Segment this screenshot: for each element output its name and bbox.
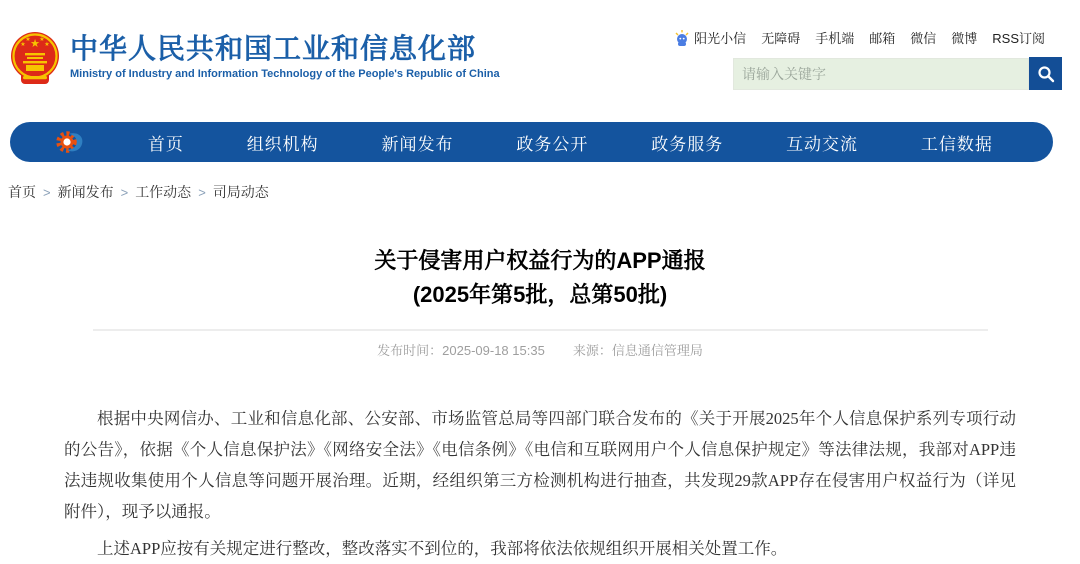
- svg-text:★: ★: [30, 38, 40, 50]
- breadcrumb-separator: >: [43, 184, 51, 200]
- link-weibo[interactable]: [951, 28, 977, 47]
- source-value: 信息通信管理局: [611, 343, 703, 358]
- nav-item-news[interactable]: 新闻发布: [381, 134, 454, 154]
- link-label: RSS订阅: [992, 31, 1045, 46]
- publish-time-label: 发布时间：: [377, 343, 443, 358]
- breadcrumb-separator: >: [120, 184, 129, 200]
- link-wechat[interactable]: [910, 28, 936, 47]
- article-body: [64, 403, 1016, 564]
- search-input[interactable]: [733, 58, 1029, 90]
- breadcrumb-news[interactable]: 新闻发布: [57, 184, 114, 200]
- nav-item-gov-disclosure[interactable]: 政务公开: [516, 134, 589, 154]
- site-title: 中华人民共和国工业和信息化部: [70, 33, 477, 64]
- svg-text:★: ★: [39, 37, 45, 43]
- nav-item-gov-services[interactable]: 政务服务: [651, 134, 724, 154]
- main-nav: [10, 122, 1053, 162]
- link-label: 手机端: [815, 31, 855, 46]
- link-rss[interactable]: [992, 28, 1045, 47]
- svg-text:★: ★: [20, 42, 26, 48]
- article-title-line1: 关于侵害用户权益行为的APP通报: [374, 248, 706, 273]
- breadcrumb-separator: >: [198, 184, 206, 200]
- breadcrumb-home[interactable]: 首页: [8, 184, 36, 200]
- link-label: 微信: [910, 31, 937, 46]
- link-accessibility[interactable]: [761, 28, 800, 47]
- article-paragraph: 上述APP应按有关规定进行整改，整改落实不到位的，我部将依法依规组织开展相关处置工作。: [97, 539, 788, 558]
- link-label: 阳光小信: [694, 31, 747, 46]
- mascot-icon: [674, 29, 690, 47]
- source-label: 来源：: [572, 343, 612, 358]
- link-mail[interactable]: [869, 28, 895, 47]
- svg-text:★: ★: [25, 37, 31, 43]
- link-yangguangxiaoxin[interactable]: [674, 28, 746, 47]
- search-button[interactable]: [1029, 57, 1062, 90]
- article-title: [0, 244, 1080, 312]
- site-header: [0, 0, 1080, 118]
- link-mobile[interactable]: [815, 28, 854, 47]
- svg-text:★: ★: [44, 42, 50, 48]
- breadcrumb-work-trends[interactable]: 工作动态: [135, 184, 192, 200]
- nav-item-miit-data[interactable]: 工信数据: [920, 134, 993, 154]
- national-emblem-icon: [10, 30, 60, 88]
- search-icon: [1037, 65, 1055, 83]
- link-label: 无障碍: [761, 31, 801, 46]
- nav-item-organization[interactable]: 组织机构: [246, 134, 319, 154]
- site-logo[interactable]: [10, 30, 500, 88]
- article-meta: [0, 340, 1080, 359]
- site-subtitle: Ministry of Industry and Information Technology of the People's Republic of China: [70, 68, 500, 80]
- miit-gear-logo-icon: [55, 128, 85, 156]
- search-bar: [733, 57, 1062, 90]
- link-label: 微博: [951, 31, 978, 46]
- nav-item-home[interactable]: 首页: [147, 134, 184, 154]
- breadcrumb: [8, 182, 1080, 202]
- publish-time: 2025-09-18 15:35: [442, 343, 545, 358]
- utility-links: [674, 28, 1045, 47]
- article-paragraph: 根据中央网信办、工业和信息化部、公安部、市场监管总局等四部门联合发布的《关于开展2025年个人信息保护系列专项行动的公告》，依据《个人信息保护法》《网络安全法》《电信条例》《电信和互联网用户个人信息保护规定》等法律法规，我部对APP违法违规收集使用个人信息等问题开展治理。近期，经组织第三方检测机构进行抽查，共发现29款APP存在侵害用户权益行为（详见附件），现予以通报。: [64, 409, 1016, 521]
- article-title-line2: (2025年第5批，总第50批): [412, 282, 668, 307]
- breadcrumb-bureau-trends[interactable]: 司局动态: [212, 184, 269, 200]
- title-divider: [93, 329, 988, 331]
- nav-item-interaction[interactable]: 互动交流: [786, 134, 859, 154]
- link-label: 邮箱: [869, 31, 896, 46]
